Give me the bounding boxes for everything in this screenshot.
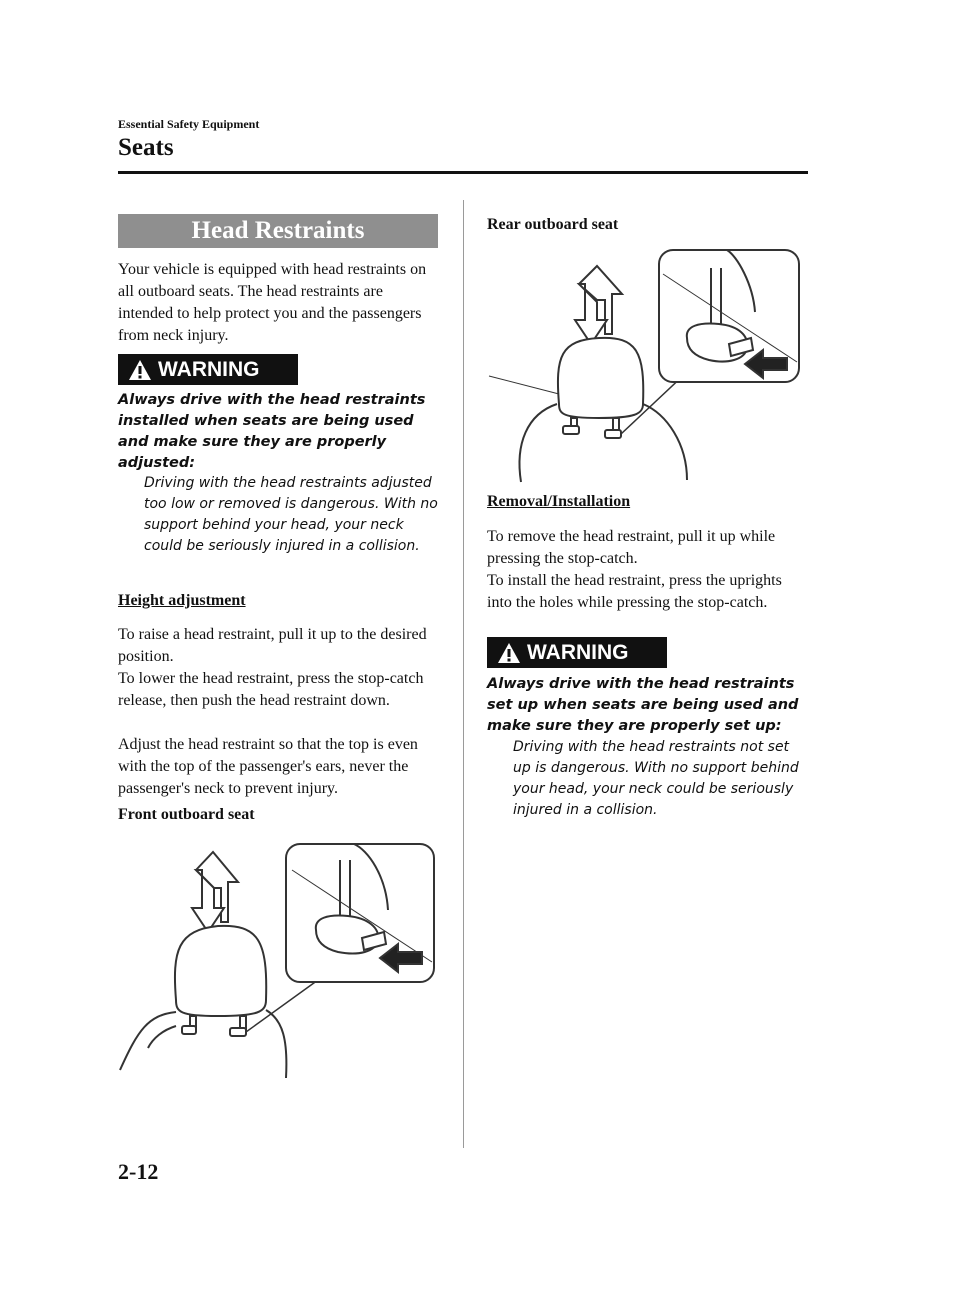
page-number: 2-12 xyxy=(118,1159,159,1184)
front-seat-illustration xyxy=(118,840,443,1085)
remove-instruction: To remove the head restraint, pull it up while pressing the stop-catch. xyxy=(487,528,776,567)
rear-seat-illustration xyxy=(487,244,805,484)
warning-main-text: Always drive with the head restraints installed when seats are being used and make sure they are properly adjusted: xyxy=(118,392,426,471)
warning-badge-2 xyxy=(487,637,667,668)
header-rule xyxy=(118,171,808,174)
install-instruction: To install the head restraint, press the uprights into the holes while pressing the stop-catch. xyxy=(487,572,782,611)
warning-label: WARNING xyxy=(527,640,629,664)
warning-badge xyxy=(118,354,298,385)
rear-seat-caption: Rear outboard seat xyxy=(487,216,619,233)
height-adjustment-heading: Height adjustment xyxy=(118,592,246,609)
page-title: Seats xyxy=(118,134,174,161)
warning-icon xyxy=(497,642,521,664)
warning-detail-text-2: Driving with the head restraints not set up is dangerous. With no support behind your head, your neck could be seriously injured in a collision. xyxy=(513,739,799,818)
front-seat-caption: Front outboard seat xyxy=(118,806,255,823)
column-divider xyxy=(463,200,464,1148)
intro-paragraph: Your vehicle is equipped with head restraints on all outboard seats. The head restraints are intended to help protect you and the passengers from neck injury. xyxy=(118,261,427,344)
adjust-instruction: Adjust the head restraint so that the top is even with the top of the passenger's ears, never the passenger's neck to prevent injury. xyxy=(118,736,418,797)
section-heading: Head Restraints xyxy=(118,214,438,248)
removal-heading: Removal/Installation xyxy=(487,493,631,510)
warning-main-text-2: Always drive with the head restraints set up when seats are being used and make sure they are properly set up: xyxy=(487,676,799,734)
section-label: Essential Safety Equipment xyxy=(118,117,260,131)
warning-detail-text: Driving with the head restraints adjusted too low or removed is dangerous. With no support behind your head, your neck could be seriously injured in a collision. xyxy=(144,475,438,554)
raise-instruction: To raise a head restraint, pull it up to the desired position. xyxy=(118,626,427,665)
lower-instruction: To lower the head restraint, press the stop-catch release, then push the head restraint down. xyxy=(118,670,424,709)
warning-label: WARNING xyxy=(158,357,260,381)
warning-icon xyxy=(128,359,152,381)
